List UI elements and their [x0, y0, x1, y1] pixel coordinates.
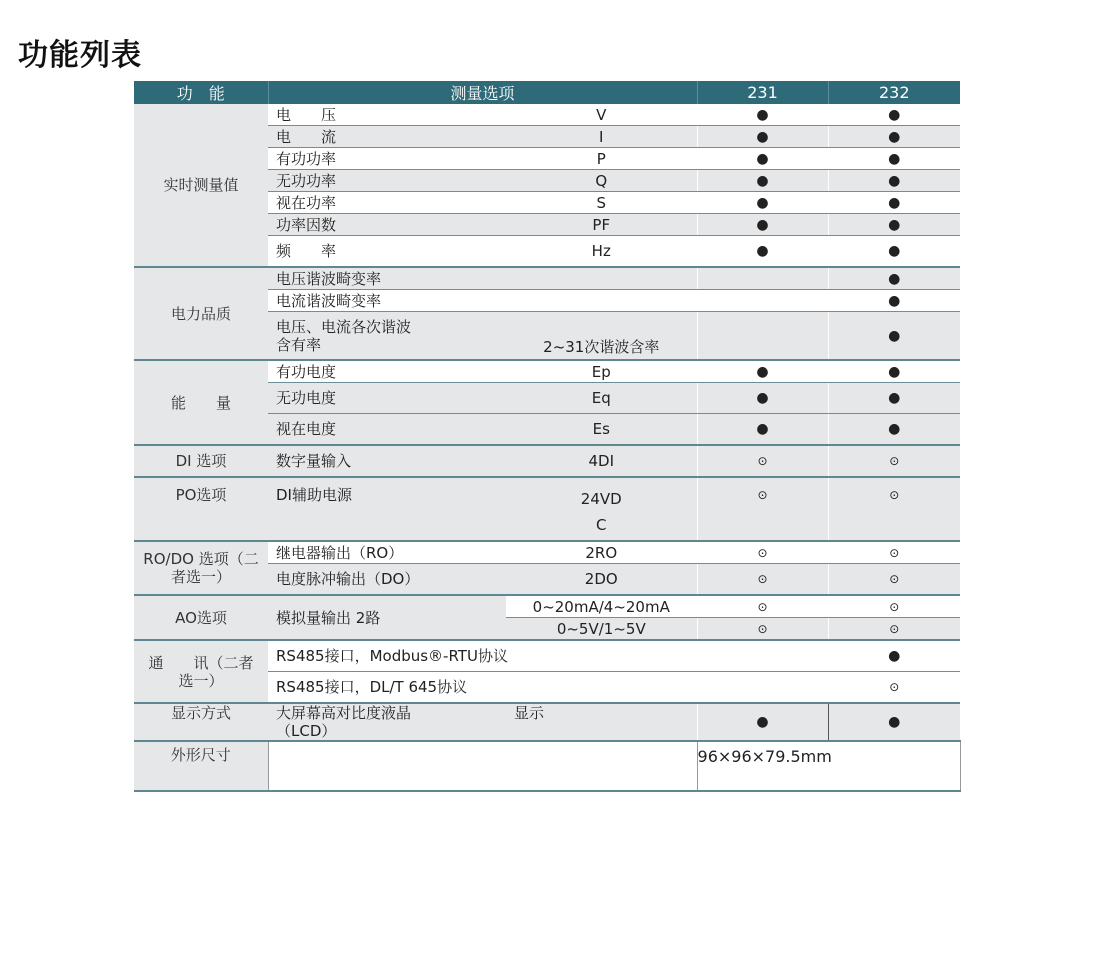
size-empty-cell: [268, 741, 506, 791]
row-name: 视在功率: [268, 192, 506, 214]
row-name: 数字量输入: [268, 445, 506, 477]
group-comm: 通 讯（二者选一）: [134, 640, 268, 703]
row-name: 电压、电流各次谐波含有率: [268, 312, 506, 361]
mark-231: [697, 290, 828, 312]
mark-231: ●: [697, 170, 828, 192]
row-symbol: [506, 290, 697, 312]
header-model-231: 231: [697, 81, 828, 104]
mark-231: ●: [697, 360, 828, 383]
row-name: 功率因数: [268, 214, 506, 236]
mark-232: ●: [828, 703, 960, 741]
mark-232: ●: [828, 214, 960, 236]
mark-232: ●: [828, 414, 960, 446]
row-symbol: Hz: [506, 236, 697, 268]
mark-232: ●: [828, 236, 960, 268]
row-symbol: 24VDC: [506, 477, 697, 541]
mark-231: [697, 267, 828, 290]
table-row: [134, 595, 960, 618]
size-value: 96×96×79.5mm: [697, 741, 960, 791]
table-row: [134, 640, 960, 672]
group-realtime: 实时测量值: [134, 104, 268, 267]
row-symbol: 4DI: [506, 445, 697, 477]
table-row: [134, 360, 960, 383]
row-symbol: [506, 267, 697, 290]
mark-232: ●: [828, 290, 960, 312]
page-title: 功能列表: [18, 38, 142, 73]
row-name: 大屏幕高对比度液晶（LCD）: [268, 703, 506, 741]
mark-231: ●: [697, 126, 828, 148]
mark-231: ●: [697, 192, 828, 214]
row-name: 电度脉冲输出（DO）: [268, 564, 506, 596]
row-symbol: 2DO: [506, 564, 697, 596]
row-name: 电流谐波畸变率: [268, 290, 506, 312]
row-symbol: 0~20mA/4~20mA: [506, 595, 697, 618]
mark-231: ⊙: [697, 445, 828, 477]
mark-231: ●: [697, 148, 828, 170]
group-po: PO选项: [134, 477, 268, 541]
row-name: 电 压: [268, 104, 506, 126]
mark-232: ●: [828, 170, 960, 192]
table-row: [134, 741, 960, 791]
group-energy: 能 量: [134, 360, 268, 445]
row-name: 模拟量输出 2路: [268, 595, 506, 640]
mark-232: ●: [828, 640, 960, 672]
row-name: 视在电度: [268, 414, 506, 446]
table-row: [134, 445, 960, 477]
mark-232: ⊙: [828, 564, 960, 596]
mark-232: ⊙: [828, 477, 960, 541]
mark-231: ●: [697, 214, 828, 236]
mark-231: ⊙: [697, 477, 828, 541]
row-symbol: Es: [506, 414, 697, 446]
mark-231: [697, 640, 828, 672]
row-name: 频 率: [268, 236, 506, 268]
mark-232: ⊙: [828, 618, 960, 641]
row-symbol: Eq: [506, 383, 697, 414]
mark-231: ●: [697, 236, 828, 268]
header-function: 功 能: [134, 81, 268, 104]
row-symbol: V: [506, 104, 697, 126]
mark-232: ●: [828, 104, 960, 126]
group-size: 外形尺寸: [134, 741, 268, 791]
row-name: DI辅助电源: [268, 477, 506, 541]
size-empty-cell: [506, 741, 697, 791]
row-symbol: Q: [506, 170, 697, 192]
row-name: 无功电度: [268, 383, 506, 414]
row-symbol: 显示: [506, 703, 697, 741]
mark-232: ●: [828, 126, 960, 148]
row-name: 有功功率: [268, 148, 506, 170]
mark-231: ⊙: [697, 564, 828, 596]
mark-231: ⊙: [697, 541, 828, 564]
table-row: [134, 541, 960, 564]
mark-232: ⊙: [828, 672, 960, 704]
row-name: 无功功率: [268, 170, 506, 192]
row-name: 继电器输出（RO）: [268, 541, 506, 564]
mark-231: ●: [697, 104, 828, 126]
row-symbol: PF: [506, 214, 697, 236]
group-rodo: RO/DO 选项（二者选一）: [134, 541, 268, 595]
table-row: [134, 104, 960, 126]
mark-231: ⊙: [697, 595, 828, 618]
row-name: 电 流: [268, 126, 506, 148]
mark-231: ●: [697, 703, 828, 741]
row-name: RS485接口，Modbus®-RTU协议: [268, 640, 697, 672]
header-model-232: 232: [828, 81, 960, 104]
mark-232: ●: [828, 192, 960, 214]
group-quality: 电力品质: [134, 267, 268, 360]
row-name: RS485接口，DL/T 645协议: [268, 672, 697, 704]
group-display: 显示方式: [134, 703, 268, 741]
table-row: [134, 267, 960, 290]
mark-232: ●: [828, 312, 960, 361]
row-symbol: 2~31次谐波含率: [506, 312, 697, 361]
table-row: [134, 703, 960, 741]
mark-232: ●: [828, 148, 960, 170]
group-ao: AO选项: [134, 595, 268, 640]
row-symbol: 2RO: [506, 541, 697, 564]
mark-232: ⊙: [828, 595, 960, 618]
mark-231: [697, 672, 828, 704]
mark-231: ●: [697, 383, 828, 414]
mark-232: ⊙: [828, 541, 960, 564]
row-name: 有功电度: [268, 360, 506, 383]
feature-table: [134, 81, 961, 792]
table-header-row: [134, 81, 960, 104]
mark-231: ●: [697, 414, 828, 446]
row-symbol: I: [506, 126, 697, 148]
mark-232: ●: [828, 383, 960, 414]
row-symbol: S: [506, 192, 697, 214]
row-name: 电压谐波畸变率: [268, 267, 506, 290]
row-symbol: 0~5V/1~5V: [506, 618, 697, 641]
mark-232: ●: [828, 360, 960, 383]
header-option: 测量选项: [268, 81, 697, 104]
row-symbol: P: [506, 148, 697, 170]
mark-231: [697, 312, 828, 361]
group-di: DI 选项: [134, 445, 268, 477]
table-row: [134, 477, 960, 541]
mark-232: ●: [828, 267, 960, 290]
mark-232: ⊙: [828, 445, 960, 477]
row-symbol: Ep: [506, 360, 697, 383]
mark-231: ⊙: [697, 618, 828, 641]
